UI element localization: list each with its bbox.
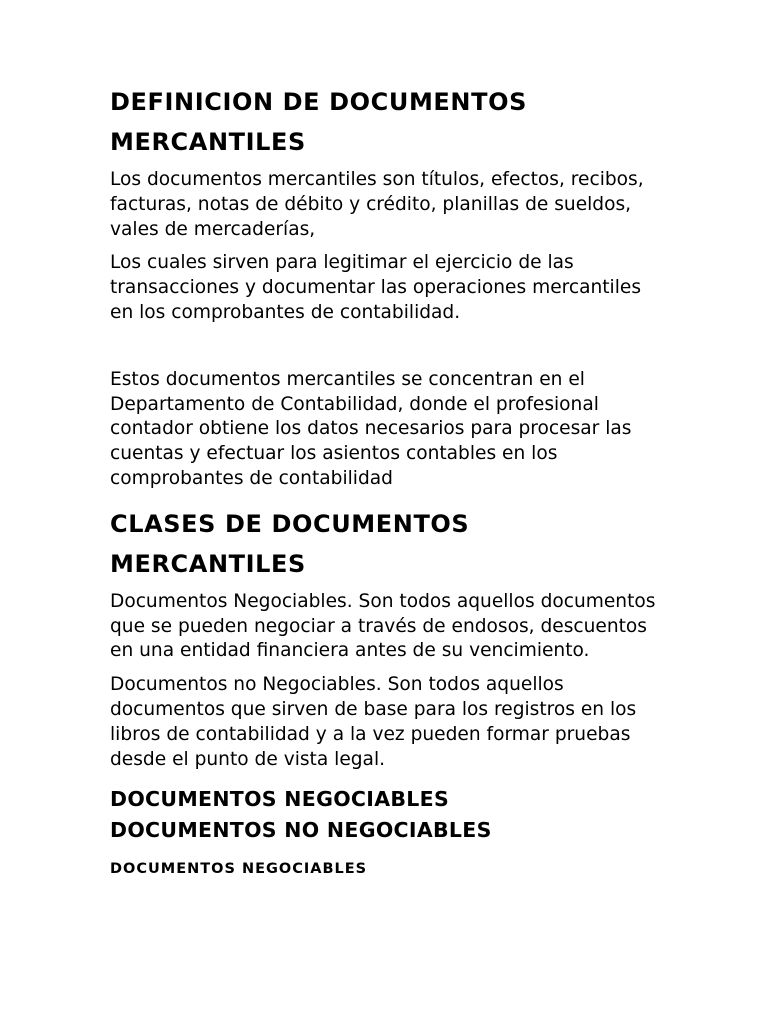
subheading-no-negociables: DOCUMENTOS NO NEGOCIABLES	[110, 818, 492, 843]
paragraph-negociables: Documentos Negociables. Son todos aquellos documentos que se pueden negociar a través de endosos, descuentos en una entidad financiera antes de su vencimiento.	[110, 590, 656, 662]
heading-definicion: DEFINICION DE DOCUMENTOS MERCANTILES	[110, 88, 527, 156]
paragraph-departamento: Estos documentos mercantiles se concentran en el Departamento de Contabilidad, donde el profesional contador obtiene los datos necesarios para procesar las cuentas y efectuar los asientos contables en los comprobantes de contabilidad	[110, 368, 632, 489]
heading-clases: CLASES DE DOCUMENTOS MERCANTILES	[110, 509, 470, 578]
subheading-negociables-small: DOCUMENTOS NEGOCIABLES	[110, 861, 368, 878]
paragraph-definicion: Los documentos mercantiles son títulos, efectos, recibos, facturas, notas de débito y crédito, planillas de sueldos, vales de mercaderías,	[110, 169, 644, 240]
paragraph-legitimar: Los cuales sirven para legitimar el ejercicio de las transacciones y documentar las operaciones mercantiles en los comprobantes de contabilidad.	[110, 252, 642, 323]
subheading-negociables: DOCUMENTOS NEGOCIABLES	[110, 787, 450, 812]
document-page	[110, 82, 670, 879]
paragraph-no-negociables: Documentos no Negociables. Son todos aquellos documentos que sirven de base para los registros en los libros de contabilidad y a la vez pueden formar pruebas desde el punto de vista legal.	[110, 674, 637, 770]
